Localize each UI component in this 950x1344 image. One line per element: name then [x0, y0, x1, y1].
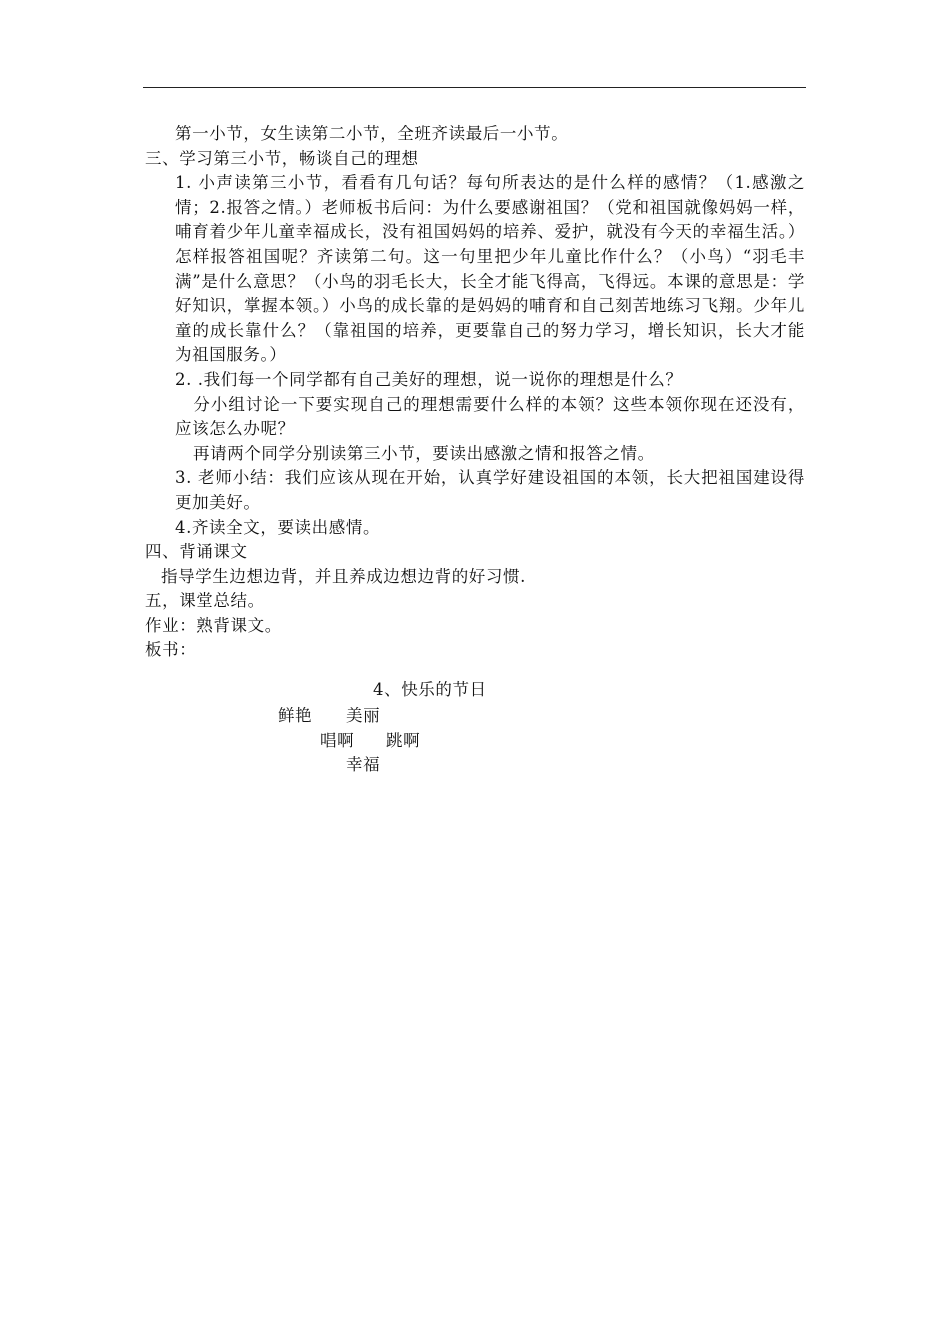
- document-body: [145, 122, 805, 663]
- blackboard-label: 板书：: [145, 640, 197, 660]
- item-2-paragraph: 2. .我们每一个同学都有自己美好的理想，说一说你的理想是什么？: [175, 369, 683, 389]
- blackboard-word: 鲜艳: [278, 706, 313, 725]
- item-4-paragraph: 4.齐读全文，要读出感情。: [175, 517, 381, 537]
- item-2-discussion: 分小组讨论一下要实现自己的理想需要什么样的本领？这些本领你现在还没有，应该怎么办呢？: [175, 394, 805, 439]
- section-heading-3: 三、学习第三小节，畅谈自己的理想: [145, 148, 419, 168]
- section-4-body: 指导学生边想边背，并且养成边想边背的好习惯.: [161, 566, 526, 586]
- blackboard-word: 唱啊: [320, 731, 355, 750]
- item-3-paragraph: 3. 老师小结：我们应该从现在开始，认真学好建设祖国的本领，长大把祖国建设得更加美好。: [175, 468, 805, 512]
- section-heading-5: 五，课堂总结。: [145, 591, 265, 611]
- continued-line: 第一小节，女生读第二小节，全班齐读最后一小节。: [175, 124, 569, 143]
- blackboard-word: 幸福: [346, 755, 381, 774]
- item-1-paragraph: 1. 小声读第三小节，看看有几句话？每句所表达的是什么样的感情？（1.感激之情；2.报答之情。）老师板书后问：为什么要感谢祖国？（党和祖国就像妈妈一样，哺育着少年儿童幸福成长，没有祖国妈妈的培养、爱护，就没有今天的幸福生活。）怎样报答祖国呢？齐读第二句。这一句里把少年儿童比作什么？（小鸟）“羽毛丰满”是什么意思？（小鸟的羽毛长大，长全才能飞得高，飞得远。本课的意思是：学好知识，掌握本领。）小鸟的成长靠的是妈妈的哺育和自己刻苦地练习飞翔。少年儿童的成长靠什么？（靠祖国的培养，更要靠自己的努力学习，增长知识，长大才能为祖国服务。）: [175, 173, 805, 365]
- blackboard-word: 跳啊: [386, 731, 421, 750]
- blackboard-word: 美丽: [346, 706, 381, 725]
- section-heading-4: 四、背诵课文: [145, 542, 248, 562]
- item-2-reading: 再请两个同学分别读第三小节，要读出感激之情和报答之情。: [193, 443, 655, 463]
- homework-line: 作业：熟背课文。: [145, 615, 282, 635]
- header-rule: [143, 87, 806, 88]
- blackboard-title: 4、快乐的节日: [373, 680, 487, 699]
